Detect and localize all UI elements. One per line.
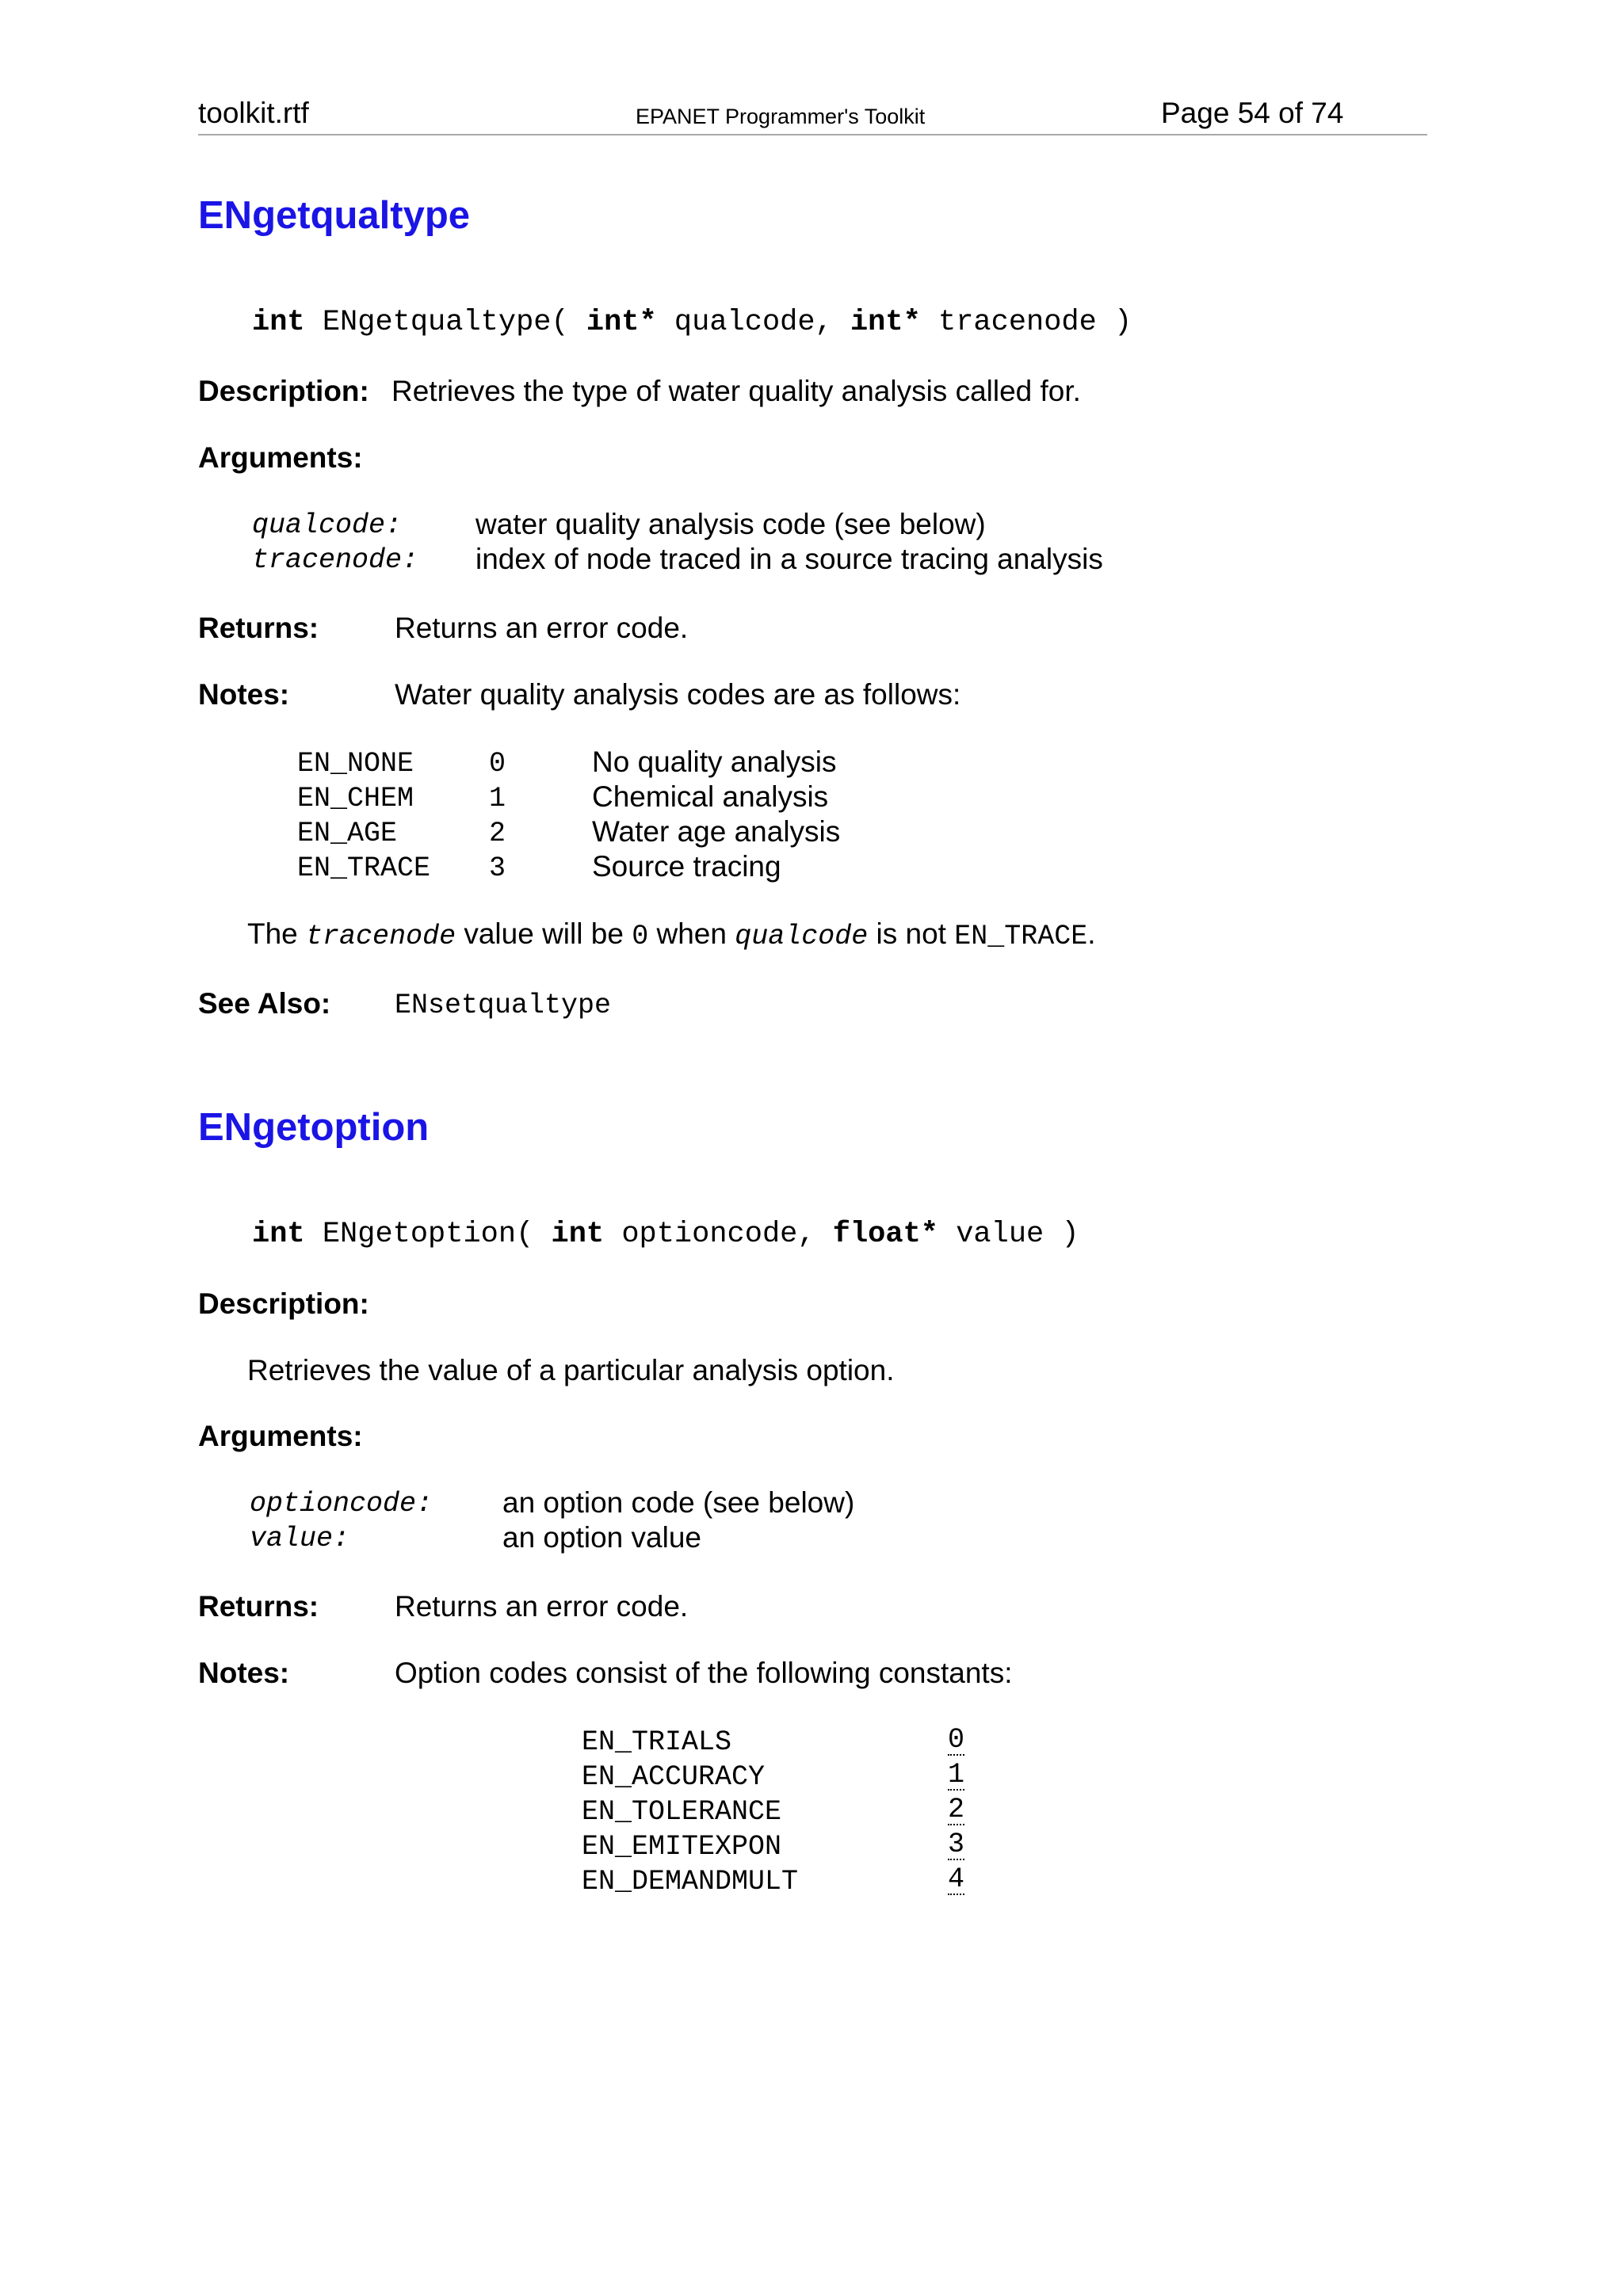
sig-type: int*	[586, 306, 657, 339]
sig-arg: optioncode,	[604, 1218, 833, 1251]
sig-type: int	[252, 306, 305, 339]
note-code: tracenode	[306, 921, 456, 952]
description-text: Retrieves the type of water quality analysis called for.	[391, 375, 1081, 407]
arg-name: value:	[250, 1523, 350, 1554]
arg-desc: index of node traced in a source tracing analysis	[475, 543, 1103, 575]
section-title-engetqualtype: ENgetqualtype	[198, 194, 471, 237]
option-value: 3	[948, 1829, 965, 1860]
code-name: EN_NONE	[297, 748, 414, 780]
option-name: EN_DEMANDMULT	[582, 1866, 799, 1897]
option-value: 2	[948, 1794, 965, 1825]
code-desc: Chemical analysis	[592, 780, 829, 813]
header-doc-title: EPANET Programmer's Toolkit	[636, 105, 926, 128]
header-filename: toolkit.rtf	[198, 97, 309, 129]
sig-arg: value )	[938, 1218, 1079, 1251]
code-value: 2	[489, 818, 506, 849]
sig-fn: ENgetoption(	[304, 1218, 552, 1251]
code-desc: Water age analysis	[592, 815, 841, 848]
function-signature	[252, 1218, 1079, 1251]
arg-desc: an option code (see below)	[502, 1486, 855, 1519]
code-name: EN_AGE	[297, 818, 398, 849]
note-text: .	[1087, 917, 1096, 950]
notes-label: Notes:	[198, 1657, 290, 1689]
see-also-label: See Also:	[198, 987, 331, 1020]
notes-text: Option codes consist of the following constants:	[395, 1657, 1013, 1689]
code-value: 0	[489, 748, 506, 780]
description-label: Description:	[198, 375, 369, 407]
header-rule	[198, 134, 1427, 135]
code-value: 1	[489, 783, 506, 814]
notes-label: Notes:	[198, 678, 290, 711]
arg-desc: an option value	[502, 1521, 701, 1554]
sig-arg: qualcode,	[656, 306, 850, 339]
section-title-engetoption: ENgetoption	[198, 1106, 430, 1149]
note-text: when	[648, 917, 735, 950]
returns-text: Returns an error code.	[395, 612, 689, 644]
option-name: EN_EMITEXPON	[582, 1831, 782, 1863]
note-code: qualcode	[735, 921, 869, 952]
description-text: Retrieves the value of a particular analysis option.	[247, 1354, 895, 1386]
sig-type: int	[551, 1218, 605, 1251]
note-code: EN_TRACE	[954, 921, 1088, 952]
code-name: EN_CHEM	[297, 783, 414, 814]
tracenode-note	[247, 917, 1096, 952]
sig-type: int*	[850, 306, 921, 339]
code-value: 3	[489, 852, 506, 884]
option-name: EN_TRIALS	[582, 1726, 732, 1758]
arg-desc: water quality analysis code (see below)	[475, 508, 986, 540]
code-desc: Source tracing	[592, 850, 781, 883]
note-text: value will be	[456, 917, 632, 950]
returns-label: Returns:	[198, 1590, 319, 1623]
option-name: EN_TOLERANCE	[582, 1796, 782, 1828]
code-desc: No quality analysis	[592, 746, 837, 778]
note-text: The	[247, 917, 307, 950]
returns-text: Returns an error code.	[395, 1590, 689, 1623]
arguments-label: Arguments:	[198, 441, 363, 474]
arguments-label: Arguments:	[198, 1420, 363, 1452]
sig-fn: ENgetqualtype(	[304, 306, 586, 339]
option-value: 1	[948, 1759, 965, 1791]
option-value: 4	[948, 1863, 965, 1895]
sig-type: float*	[832, 1218, 938, 1251]
note-code: 0	[632, 921, 649, 952]
arg-name: optioncode:	[250, 1488, 433, 1520]
note-text: is not	[868, 917, 955, 950]
option-value: 0	[948, 1724, 965, 1756]
code-name: EN_TRACE	[297, 852, 431, 884]
header-page-number: Page 54 of 74	[1161, 97, 1344, 129]
description-label: Description:	[198, 1287, 369, 1320]
see-also-link: ENsetqualtype	[395, 990, 612, 1021]
sig-arg: tracenode )	[920, 306, 1132, 339]
sig-type: int	[252, 1218, 305, 1251]
notes-text: Water quality analysis codes are as follows:	[395, 678, 961, 711]
arg-name: tracenode:	[252, 544, 419, 576]
arg-name: qualcode:	[252, 509, 403, 541]
function-signature	[252, 306, 1132, 339]
returns-label: Returns:	[198, 612, 319, 644]
option-name: EN_ACCURACY	[582, 1761, 766, 1793]
